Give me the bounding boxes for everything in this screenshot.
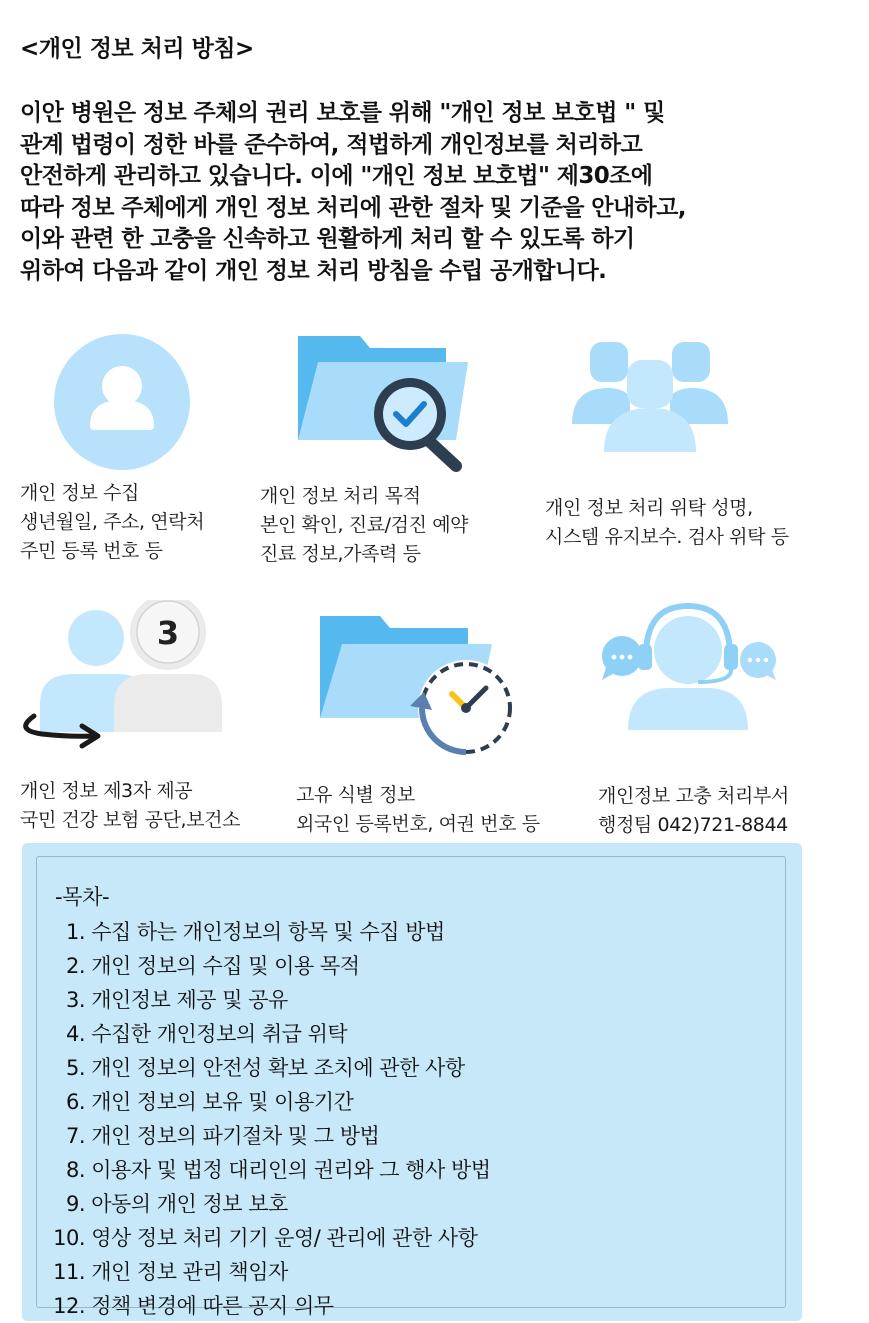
toc-item-text: 수집한 개인정보의 취급 위탁 xyxy=(91,1022,348,1046)
toc-item[interactable] xyxy=(37,1289,777,1323)
toc-heading: -목차- xyxy=(55,885,110,909)
toc-item-text: 개인 정보의 수집 및 이용 목적 xyxy=(91,954,360,978)
toc-frame xyxy=(36,856,786,1318)
toc-item-text: 영상 정보 처리 기기 운영/ 관리에 관한 사항 xyxy=(91,1226,478,1250)
intro-line: 관계 법령이 정한 바를 준수하여, 적법하게 개인정보를 처리하고 xyxy=(20,131,643,158)
toc-item-number: 3. xyxy=(65,988,85,1012)
toc-item[interactable] xyxy=(37,1017,777,1051)
folder-search-icon xyxy=(296,332,472,472)
toc-item-number: 1. xyxy=(65,920,85,944)
toc-list xyxy=(37,915,777,1323)
card-caption-complaint-dept: 개인정보 고충 처리부서 행정팀 042)721-8844 xyxy=(598,785,789,836)
toc-item[interactable] xyxy=(37,915,777,949)
toc-item[interactable] xyxy=(37,1051,777,1085)
toc-item-text: 정책 변경에 따른 공지 의무 xyxy=(91,1294,334,1318)
group-users-icon xyxy=(572,342,728,452)
toc-item-number: 5. xyxy=(65,1056,85,1080)
folder-clock-icon xyxy=(318,614,524,764)
intro-line: 따라 정보 주체에게 개인 정보 처리에 관한 절차 및 기준을 안내하고, xyxy=(20,194,686,221)
toc-item[interactable] xyxy=(37,983,777,1017)
toc-item[interactable] xyxy=(37,1085,777,1119)
toc-item-text: 개인 정보 관리 책임자 xyxy=(91,1260,288,1284)
toc-item-number: 6. xyxy=(65,1090,85,1114)
toc-item-number: 2. xyxy=(65,954,85,978)
intro-line: 위하여 다음과 같이 개인 정보 처리 방침을 수립 공개합니다. xyxy=(20,257,607,284)
headset-support-icon xyxy=(600,600,776,730)
toc-item[interactable] xyxy=(37,1221,777,1255)
toc-item-text: 개인 정보의 파기절차 및 그 방법 xyxy=(91,1124,380,1148)
card-caption-purpose: 개인 정보 처리 목적 본인 확인, 진료/검진 예약 진료 정보,가족력 등 xyxy=(260,485,469,565)
count-badge: 3 xyxy=(156,614,180,652)
toc-item-number: 9. xyxy=(65,1192,85,1216)
toc-item-number: 8. xyxy=(65,1158,85,1182)
card-caption-third-party: 개인 정보 제3자 제공 국민 건강 보험 공단,보건소 xyxy=(20,780,241,831)
card-caption-collection: 개인 정보 수집 생년월일, 주소, 연락처 주민 등록 번호 등 xyxy=(20,482,205,562)
intro-paragraph xyxy=(20,98,865,287)
intro-line: 이안 병원은 정보 주체의 권리 보호를 위해 "개인 정보 보호법 " 및 xyxy=(20,100,665,126)
toc-item-text: 이용자 및 법정 대리인의 권리와 그 행사 방법 xyxy=(91,1158,491,1182)
toc-item-number: 7. xyxy=(65,1124,85,1148)
toc-item[interactable] xyxy=(37,1255,777,1289)
toc-item-number: 12. xyxy=(53,1294,85,1318)
third-party-transfer-icon xyxy=(20,600,226,752)
toc-item-text: 수집 하는 개인정보의 항목 및 수집 방법 xyxy=(91,920,445,944)
card-caption-unique-id: 고유 식별 정보 외국인 등록번호, 여권 번호 등 xyxy=(296,784,540,835)
toc-item-number: 10. xyxy=(53,1226,85,1250)
toc-item[interactable] xyxy=(37,949,777,983)
page-title: <개인 정보 처리 방침> xyxy=(20,36,254,62)
toc-item-text: 아동의 개인 정보 보호 xyxy=(91,1192,288,1216)
toc-item-text: 개인 정보의 안전성 확보 조치에 관한 사항 xyxy=(91,1056,465,1080)
table-of-contents xyxy=(22,843,802,1321)
toc-item-number: 4. xyxy=(65,1022,85,1046)
toc-item-number: 11. xyxy=(53,1260,85,1284)
intro-line: 안전하게 관리하고 있습니다. 이에 "개인 정보 보호법" 제30조에 xyxy=(20,163,653,189)
user-profile-icon xyxy=(54,334,190,470)
toc-item-text: 개인 정보의 보유 및 이용기간 xyxy=(91,1090,354,1114)
intro-line: 이와 관련 한 고충을 신속하고 원활하게 처리 할 수 있도록 하기 xyxy=(20,226,635,252)
toc-item[interactable] xyxy=(37,1187,777,1221)
toc-item[interactable] xyxy=(37,1119,777,1153)
toc-item-text: 개인정보 제공 및 공유 xyxy=(91,988,288,1012)
toc-item[interactable] xyxy=(37,1153,777,1187)
card-caption-outsourcing: 개인 정보 처리 위탁 성명, 시스템 유지보수. 검사 위탁 등 xyxy=(545,497,789,548)
